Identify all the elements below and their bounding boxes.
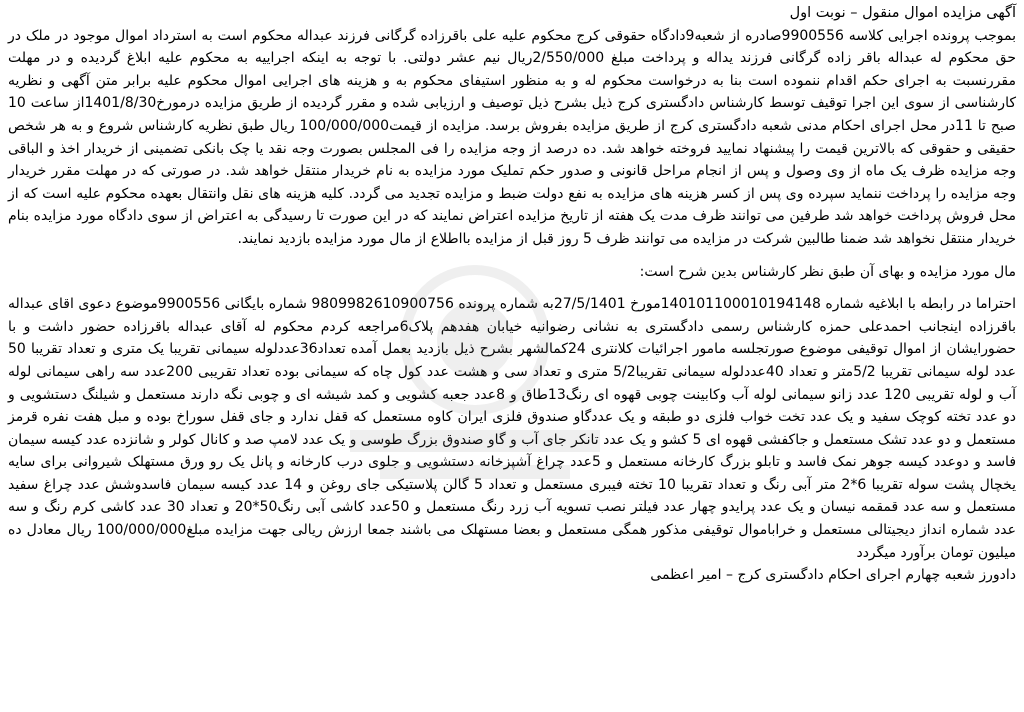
notice-title: آگهی مزایده اموال منقول – نوبت اول (789, 5, 1016, 21)
paragraph-spacer (8, 251, 1016, 261)
notice-signature: دادورز شعبه چهارم اجرای احکام دادگستری کرج – امیر اعظمی (650, 567, 1016, 584)
notice-paragraph-expert-report: احتراما در رابطه با ابلاغیه شماره 140101100010194148مورخ 27/5/1401به شماره پرونده 9809982610900756 شماره بایگانی 9900556موضوع دعوی اقای عبداله باقرزاده اینجانب احمدعلی حمزه کارشناس رسمی دادگستری به نشانی رضوانیه خیابان هفدهم پلاک6مراجعه کردم محکوم له آقای عبداله باقرزاده حضور داشت و با حضورایشان از اموال توقیفی موضوع صورتجلسه مامور اجرائیات کلانتری 24کمالشهر بشرح ذیل بازدید بعمل آمده تعداد36عددلوله سیمانی تقریبا یک متری و تعداد تقریبا 50 عدد لوله سیمانی تقریبا 5/2متر و تعداد 40عددلوله سیمانی تقریبا5/2 متری و تعداد سی و هشت عدد کول چاه که سیمانی بوده تعداد تقریبی 200عدد سه راهی سیمانی لوله آب و لوله تقریبی 120 عدد زانو سیمانی لوله آب وکابینت چوبی قهوه ای رنگ13طاق و 8عدد جعبه کشویی و کمد شیشه ای و چوبی نگه دارند مستعمل و شیلنگ دستشویی و دو عدد تخته کوچک سفید و یک عدد تخت خواب فلزی دو طبقه و یک عددگاو صندوق فلزی ایران کاوه مستعمل که قفل ندارد و جای قفل سوراخ بوده و مبل هفت نفره قرمز مستعمل و دو عدد تشک مستعمل و جاکفشی قهوه ای 5 کشو و یک عدد تانکر جای آب و گاو صندوق بزرگ طوسی و یک عدد لامپ صد و کانال کولر و شانزده عدد کیسه سیمان فاسد و دوعدد کیسه جوهر نمک فاسد و تابلو بزرگ کارخانه مستعمل و 5عدد چراغ آشپزخانه دستشویی و جلوی درب کارخانه و پانل یک رو ورق مستهلک شیروانی برای سایه یخچال پشت سوله تقریبا 6*2 متر آبی رنگ و تعداد تقریبا 10 تخته فیبری مستعمل و تعداد 5 گالن پلاستیکی جای روغن و 14 عدد کیسه سیمان فاسدوشش عدد چراغ سفید مستعمل و سه عدد قمقمه نیسان و یک عدد پرایدو چهار عدد فیلتر نصب تسویه آب زرد رنگ مستعمل و 50عدد کاشی آبی رنگ50*20 و تعداد 30 عدد کاشی کرم رنگ و سه عدد شماره انداز دیجیتالی مستعمل و خراباموال توقیفی مذکور همگی مستعمل و بعضا مستهلک می باشند جمعا ارزش ریالی جهت مزایده مبلغ100/000/000 ریال معادل ده میلیون تومان برآورد میگردد (8, 296, 1017, 561)
notice-paragraph-intro: مال مورد مزایده و بهای آن طبق نظر کارشناس بدین شرح است: (639, 263, 1016, 280)
notice-paragraph-execution: بموجب پرونده اجرایی کلاسه 9900556صادره از شعبه9دادگاه حقوقی کرج محکوم علیه علی باقرزاده گرگانی فرزند عبداله محکوم است به استرداد اموال موجود در ملک در حق محکوم له عبداله باقر زاده گرگانی فرزند یداله و پرداخت مبلغ 2/550/000ریال نیم عشر دولتی. با توجه به اینکه اجراییه به محکوم علیه ابلاغ گردیده و در مهلت مقررنسبت به اجرای حکم اقدام ننموده است بنا به درخواست محکوم له و به منظور استیفای محکوم به و هزینه های اجرایی اموال محکوم علیه برابر متن آگهی و نظریه کارشناسی از سوی این اجرا توقیف توسط کارشناس دادگستری کرج ذیل بشرح ذیل توصیف و ارزیابی شده و مقرر گردیده از طریق مزایده درمورخ1401/8/30از ساعت 10 صبح تا 11در محل اجرای احکام مدنی شعبه دادگستری کرج از طریق مزایده بفروش برسد. مزایده از قیمت100/000/000 ریال طبق نظریه کارشناس شروع و به هر شخص حقیقی و حقوقی که بالاترین قیمت را پیشنهاد نمایید فروخته خواهد شد. ده درصد از وجه مزایده را فی المجلس بصورت وجه نقد یا چک بانکی تضمینی از خریدار اخذ و الباقی وجه مزایده ظرف یک ماه از وی وصول و پس از انجام مراحل قانونی و صدور حکم تملیک مورد مزایده به نام خریدار منتقل خواهد شد. در صورتی که در مهلت مقرر خریدار وجه مزایده را پرداخت ننماید سپرده وی پس از کسر هزینه های مزایده به نفع دولت ضبط و مزایده تجدید می گردد. کلیه هزینه های نقل وانتقال بعهده محکوم علیه است که از محل فروش پرداخت خواهد شد طرفین می توانند ظرف مدت یک هفته از تاریخ مزایده اعتراض نمایند که در این صورت تا رسیدگی به اعتراض از سوی دادگاه مورد مزایده بنام خریدار منتقل نخواهد شد ضمنا طالبین شرکت در مزایده می توانند ظرف 5 روز قبل از مزایده بااطلاع از مال مورد مزایده بازدید نمایند. (8, 27, 1017, 247)
paragraph-spacer (8, 283, 1016, 293)
